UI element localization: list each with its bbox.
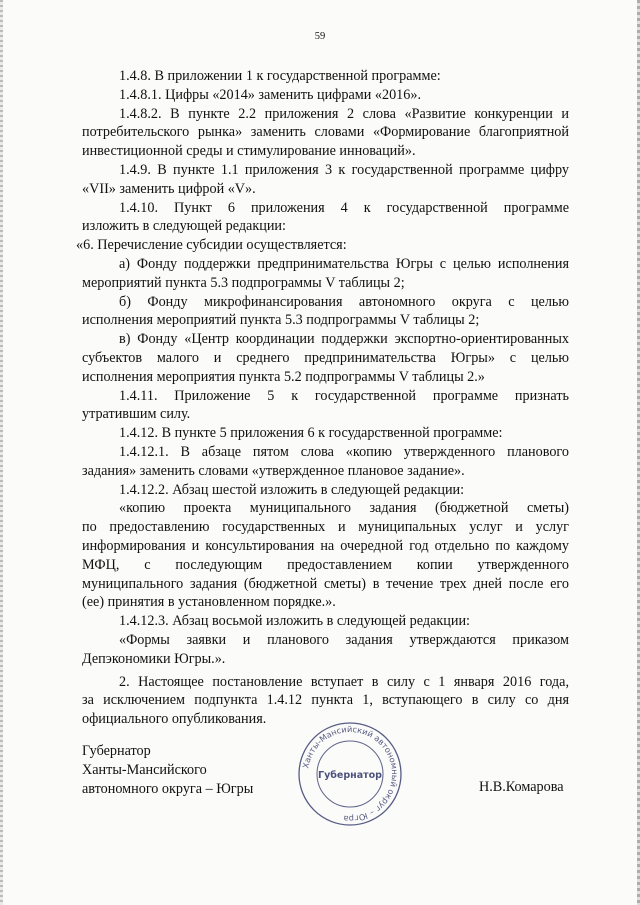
paragraph: задания» заменить словами «утвержденное плановое задание». — [82, 462, 465, 479]
paragraph: 1.4.12.3. Абзац восьмой изложить в следующей редакции: — [119, 613, 470, 630]
paragraph: б) Фонду микрофинансирования автономного округа с целью — [119, 293, 569, 310]
paragraph: 1.4.8. В приложении 1 к государственной программе: — [119, 68, 441, 84]
svg-text:Ханты-Мансийский автономный ок: Ханты-Мансийский автономный округ – Югра — [300, 723, 401, 825]
paragraph: (ее) принятия в установленном порядке.». — [82, 594, 336, 611]
signatory-title-line: автономного округа – Югры — [82, 780, 254, 797]
page-number: 59 — [314, 31, 326, 42]
paragraph: 1.4.11. Приложение 5 к государственной программе признать — [119, 387, 569, 404]
paragraph: муниципального задания (бюджетной сметы) в течение трех дней после его — [82, 575, 569, 592]
paragraph: мероприятий пункта 5.3 подпрограммы V таблицы 2; — [82, 274, 405, 291]
signatory-name: Н.В.Комарова — [479, 779, 564, 795]
paragraph: «VII» заменить цифрой «V». — [82, 180, 256, 197]
paragraph: «копию проекта муниципального задания (бюджетной сметы) — [119, 500, 569, 517]
paragraph: потребительского рынка» заменить словами «Формирование благоприятной — [82, 124, 569, 141]
paragraph: исполнения мероприятия пункта 5.2 подпрограммы V таблицы 2.» — [82, 368, 485, 385]
paragraph: 2. Настоящее постановление вступает в силу с 1 января 2016 года, — [119, 673, 569, 690]
paragraph: за исключением подпункта 1.4.12 пункта 1, вступающего в силу со дня — [82, 692, 569, 709]
paragraph: 1.4.12.2. Абзац шестой изложить в следующей редакции: — [119, 481, 465, 498]
paragraph: 1.4.8.1. Цифры «2014» заменить цифрами «2016». — [119, 86, 421, 103]
paragraph: по предоставлению государственных и муниципальных услуг и услуг — [82, 519, 569, 536]
paragraph: субъектов малого и среднего предпринимательства Югры» с целью — [82, 349, 569, 366]
paragraph: 1.4.12. В пункте 5 приложения 6 к государственной программе: — [119, 425, 503, 442]
signatory-title-line: Ханты-Мансийского — [82, 761, 207, 778]
document-body — [76, 67, 569, 729]
svg-text:Губернатор: Губернатор — [318, 770, 382, 781]
paragraph: Депэкономики Югры.». — [82, 650, 226, 667]
paragraph: 1.4.12.1. В абзаце пятом слова «копию утвержденного планового — [119, 443, 569, 460]
paragraph: «Формы заявки и планового задания утверждаются приказом — [119, 631, 569, 648]
paragraph: изложить в следующей редакции: — [82, 218, 286, 235]
paragraph: в) Фонду «Центр координации поддержки экспортно-ориентированных — [119, 331, 569, 348]
paragraph: «6. Перечисление субсидии осуществляется: — [76, 237, 347, 254]
scan-edge-left — [0, 0, 3, 905]
paragraph: 1.4.10. Пункт 6 приложения 4 к государственной программе — [119, 199, 569, 216]
paragraph: а) Фонду поддержки предпринимательства Югры с целью исполнения — [119, 255, 569, 272]
paragraph: МФЦ, с последующим предоставлением копии утвержденного — [82, 556, 569, 573]
paragraph: 1.4.9. В пункте 1.1 приложения 3 к государственной программе цифру — [119, 161, 569, 178]
paragraph: инвестиционной среды и стимулирование инноваций». — [82, 143, 416, 160]
paragraph: исполнения мероприятий пункта 5.3 подпрограммы V таблицы 2; — [82, 312, 480, 329]
paragraph: утратившим силу. — [82, 406, 191, 423]
signatory-title — [82, 742, 253, 798]
paragraph: 1.4.8.2. В пункте 2.2 приложения 2 слова «Развитие конкуренции и — [119, 105, 569, 122]
paragraph: информирования и консультирования на очередной год отдельно по каждому — [82, 537, 569, 554]
signatory-title-line: Губернатор — [82, 743, 151, 759]
paragraph: официального опубликования. — [82, 711, 267, 728]
official-seal-stamp — [296, 720, 404, 828]
